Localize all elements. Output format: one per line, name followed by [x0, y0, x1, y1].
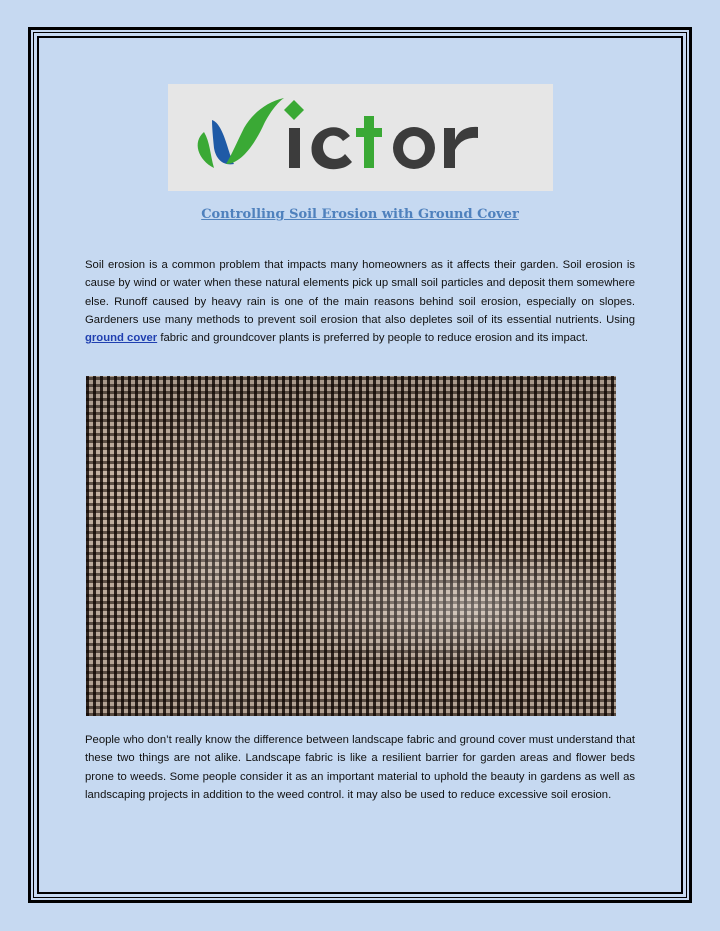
- page-title: Controlling Soil Erosion with Ground Cover: [201, 207, 519, 222]
- victor-logo: [168, 84, 553, 191]
- intro-text-start: Soil erosion is a common problem that impacts many homeowners as it affects their garden. Soil erosion is cause by wind or water when these natural elements pick up small soil particles and deposit them somewhere else. Runoff caused by heavy rain is one of the main reasons behind soil erosion, especially on slopes. Gardeners use many methods to prevent soil erosion that also depletes soil of its essential nutrients. Using: [85, 259, 635, 326]
- intro-text-end: fabric and groundcover plants is preferred by people to reduce erosion and its impact.: [157, 332, 588, 345]
- intro-paragraph: [85, 256, 635, 347]
- ground-cover-fabric-image: [86, 376, 616, 716]
- ground-cover-link[interactable]: ground cover: [85, 332, 158, 345]
- body-paragraph: People who don’t really know the difference between landscape fabric and ground cover must understand that these two things are not alike. Landscape fabric is like a resilient barrier for garden areas and flower beds prone to weeds. Some people consider it as an important material to uphold the beauty in gardens as well as landscaping projects in addition to the weed control. it may also be used to reduce excessive soil erosion.: [85, 734, 635, 801]
- victor-logo-graphic: [168, 84, 553, 191]
